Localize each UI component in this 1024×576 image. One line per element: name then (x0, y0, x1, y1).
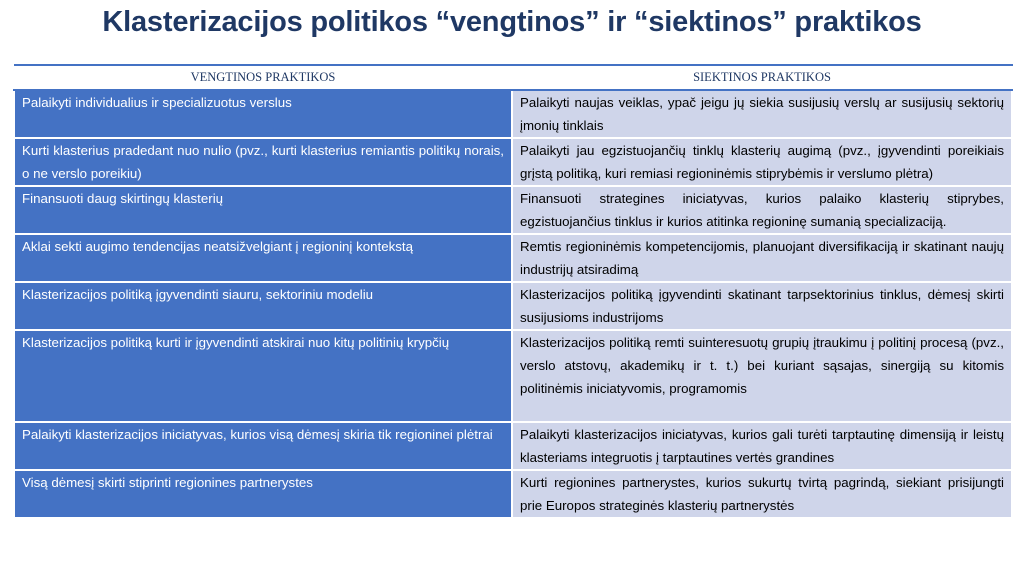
slide-title: Klasterizacijos politikos “vengtinos” ir “siektinos” praktikos (102, 6, 922, 38)
avoid-cell: Klasterizacijos politiką įgyvendinti siauru, sektoriniu modeliu (14, 282, 512, 330)
table-row (14, 138, 1012, 186)
table-row (14, 234, 1012, 282)
table-row (14, 90, 1012, 138)
table-row (14, 186, 1012, 234)
table-header-row (14, 65, 1012, 90)
aim-cell: Kurti regionines partnerystes, kurios sukurtų tvirtą pagrindą, siekiant prisijungti prie Europos strateginės klasterių partnerystės (512, 470, 1012, 518)
practices-table (13, 64, 1013, 519)
aim-cell: Klasterizacijos politiką įgyvendinti skatinant tarpsektorinius tinklus, dėmesį skirti susijusioms industrijoms (512, 282, 1012, 330)
aim-cell: Palaikyti klasterizacijos iniciatyvas, kurios gali turėti tarptautinę dimensiją ir leistų klasteriams integruotis į tarptautines vertės grandines (512, 422, 1012, 470)
table-row (14, 422, 1012, 470)
table-row (14, 470, 1012, 518)
aim-cell: Palaikyti naujas veiklas, ypač jeigu jų siekia susijusių verslų ar susijusių sektorių įmonių tinklais (512, 90, 1012, 138)
aim-cell: Klasterizacijos politiką remti suinteresuotų grupių įtraukimu į politinį procesą (pvz., verslo atstovų, akademikų ir t. t.) bei kuriant sąsajas, sinergiją su kitomis politinėmis iniciatyvomis, programomis (512, 330, 1012, 422)
avoid-cell: Visą dėmesį skirti stiprinti regionines partnerystes (14, 470, 512, 518)
avoid-cell: Finansuoti daug skirtingų klasterių (14, 186, 512, 234)
table-row (14, 282, 1012, 330)
avoid-cell: Palaikyti individualius ir specializuotus verslus (14, 90, 512, 138)
avoid-cell: Kurti klasterius pradedant nuo nulio (pvz., kurti klasterius remiantis politikų norais, o ne verslo poreikiu) (14, 138, 512, 186)
aim-cell: Remtis regioninėmis kompetencijomis, planuojant diversifikaciją ir skatinant naujų industrijų atsiradimą (512, 234, 1012, 282)
avoid-cell: Palaikyti klasterizacijos iniciatyvas, kurios visą dėmesį skiria tik regioninei plėtrai (14, 422, 512, 470)
header-avoid: VENGTINOS PRAKTIKOS (14, 65, 512, 90)
aim-cell: Palaikyti jau egzistuojančių tinklų klasterių augimą (pvz., įgyvendinti poreikiais grįstą politiką, kuri remiasi regioninėmis stiprybėmis ir verslumo plėtra) (512, 138, 1012, 186)
header-aim: SIEKTINOS PRAKTIKOS (512, 65, 1012, 90)
avoid-cell: Aklai sekti augimo tendencijas neatsižvelgiant į regioninį kontekstą (14, 234, 512, 282)
table-row (14, 330, 1012, 422)
avoid-cell: Klasterizacijos politiką kurti ir įgyvendinti atskirai nuo kitų politinių krypčių (14, 330, 512, 422)
aim-cell: Finansuoti strategines iniciatyvas, kurios palaiko klasterių stiprybes, egzistuojančius tinklus ir kurios atitinka regioninę sumanią specializaciją. (512, 186, 1012, 234)
